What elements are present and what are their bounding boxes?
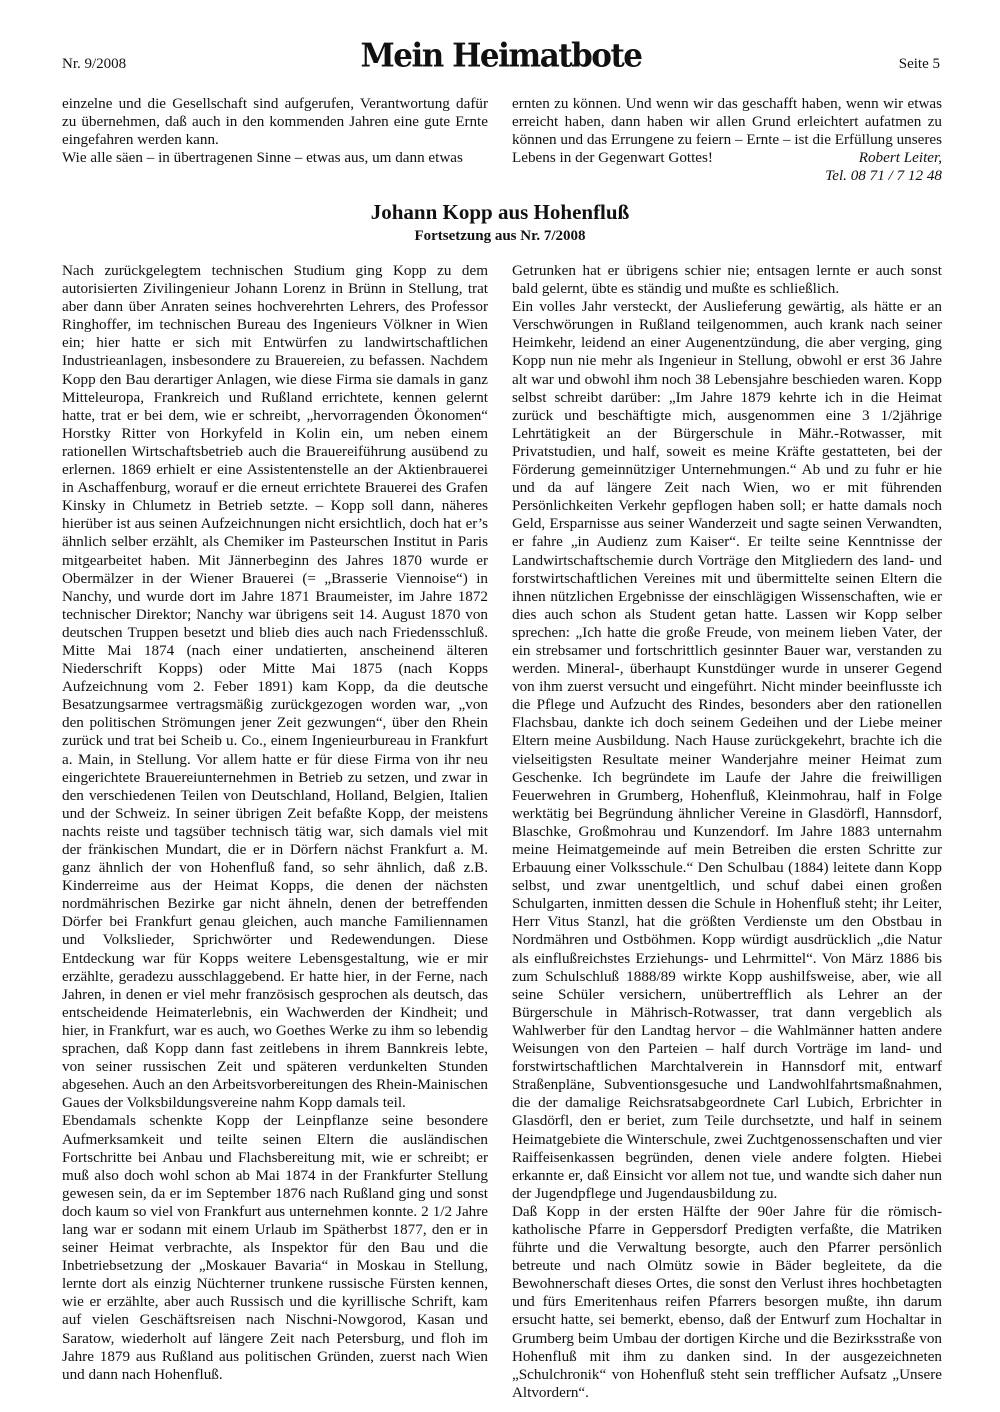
intro-paragraph: einzelne und die Gesellschaft sind aufgerufen, Verantwortung dafür zu übernehmen, daß auch in den kommenden Jahren eine gute Ernte eingefahren werden kann. (62, 95, 488, 149)
article-left-column (62, 262, 488, 1384)
intro-paragraph-end (512, 95, 942, 167)
page-number: Seite 5 (898, 56, 940, 72)
article-title: Johann Kopp aus Hohenfluß (370, 200, 630, 224)
intro-left-column (62, 95, 488, 167)
intro-paragraph: Wie alle säen – in übertragenen Sinne – etwas aus, um dann etwas (62, 149, 463, 167)
article-paragraph: Nach zurückgelegtem technischen Studium ging Kopp zu dem autorisierten Zivilingenieur Johann Lorenz in Brünn in Stellung, trat aber dann über Anraten seines hochverehrten Lehrers, des Professor Ringhoffer, im technischen Bureau des Ingenieurs Völkner in Wien ein; hier hatte er sich mit Entwürfen zu landwirtschaftlichen Industrieanlagen, insbesondere zu Brauereien, zu befassen. Nachdem Kopp den Bau derartiger Anlagen, wie diese Firma sie damals in ganz Mitteleuropa, Frankreich und Rußland errichtete, kennen gelernt hatte, trat er bei dem, wie er schreibt, „hervorragenden Ökonomen“ Horstky Ritter von Horkyfeld in Kolin ein, um neben einem rationellen Wirtschaftsbetrieb auch die Brauereiführung ausübend zu erlernen. 1869 erhielt er eine Assistentenstelle an der Aktienbrauerei in Aschaffenburg, worauf er die erneut errichtete Brauerei des Grafen Kinsky in Chlumetz in Betrieb setzte. – Kopp soll dann, näheres hierüber ist aus seinen Aufzeichnungen nicht ersichtlich, doch hat er’s ähnlich selber erzählt, als Chemiker im Pasteurschen Institut in Paris mitgearbeitet haben. Mit Jännerbeginn des Jahres 1870 wurde er Obermälzer in der Wiener Brauerei (= „Brasserie Viennoise“) in Nanchy, und wurde dort im Jahre 1871 Braumeister, im Jahre 1872 technischer Direktor; Nanchy war übrigens seit 14. August 1870 von deutschen Truppen besetzt und blieb dies auch nach Friedensschluß. Mitte Mai 1874 (nach einer undatierten, anscheinend älteren Niederschrift Kopps) oder Mitte Mai 1875 (nach Kopps Aufzeichnung vom 2. Feber 1891) kam Kopp, da die deutsche Besatzungsarmee vertragsmäßig zurückgezogen worden war, „von den politischen Strömungen jener Zeit gezwungen“, über den Rhein zurück und trat bei Scheib u. Co., einem Ingenieurbureau in Frankfurt a. Main, in Stellung. Vor allem hatte er für diese Firma von ihr neu eingerichtete Brauereiunternehmen in Betrieb zu setzen, und zwar in den verschiedenen Teilen von Deutschland, Holland, Belgien, Italien und der Schweiz. In seiner übrigen Zeit befaßte Kopp, der meistens nachts reiste und tagsüber technisch tätig war, sich damals viel mit der fränkischen Mundart, die er in Dörfern nächst Frankfurt a. M. ganz ähnlich der von Hohenfluß fand, so sehr ähnlich, daß z.B. Kinderreime aus der Heimat Kopps, die denen der nächsten nordmährischen Bezirke gar nicht ähneln, denen der betreffenden Dörfer bei Frankfurt genau gleichen, auch manche Familiennamen und Volkslieder, Sprichwörter und Redewendungen. Diese Entdeckung war für Kopps weitere Lebensgestaltung, wie er mir erzählte, geradezu ausschlaggebend. Er hatte hier, in der Ferne, nach Jahren, in denen er viel mehr französisch gesprochen als deutsch, das entscheidende Heimaterlebnis, ein Wachwerden der Kindheit; und hier, in Frankfurt, war es auch, wo Goethes Werke zu ihm so lebendig sprachen, daß Kopp dann fast zeitlebens in ihrem Bannkreis lebte, von seiner russischen Zeit und späteren verdunkelten Stunden abgesehen. Auch an den Arbeitsvorbereitungen des Rhein-Mainischen Gaues der Volksbildungsvereine nahm Kopp damals teil. (62, 262, 488, 1112)
article-paragraph: Ebendamals schenkte Kopp der Leinpflanze seine besondere Aufmerksamkeit und teilte seinen Eltern die ausländischen Fortschritte bei Anbau und Flachsbereitung mit, wie er schreibt; er muß also doch wohl schon ab Mai 1874 in der Frankfurter Stellung gewesen sein, da er im September 1876 nach Rußland ging und sonst doch kaum so viel von Frankfurt aus unternehmen konnte. 2 1/2 Jahre lang war er sodann mit einem Urlaub im Spätherbst 1877, den er in seiner Heimat verbrachte, als Inspektor für den Bau und die Inbetriebsetzung der „Moskauer Bavaria“ in Moskau in Stellung, lernte dort als einzig Nüchterner trunkene russische Fürsten kennen, wie er erzählte, aber auch Russisch und die kyrillische Schrift, kam auf vielen Geschäftsreisen nach Nischni-Nowgorod, Kasan und Saratow, wiederholt auf längere Zeit nach Petersburg, und floh im Jahre 1879 aus Rußland aus politischen Gründen, zuerst nach Wien und dann nach Hohenfluß. (62, 1112, 488, 1383)
article-paragraph: Getrunken hat er übrigens schier nie; entsagen lernte er auch sonst bald gelernt, übte es ständig und mußte es schließlich. (512, 262, 942, 298)
article-paragraph: Daß Kopp in der ersten Hälfte der 90er Jahre für die römisch-katholische Pfarre in Geppersdorf Predigten verfaßte, die Matriken führte und die Verwaltung besorgte, auch den Pfarrer persönlich betreute und nach Olmütz sowie in Bäder begleitete, da die Bewohnerschaft dieses Ortes, die sonst den Verlust ihres hochbetagten und fürs Emeritenhaus reifen Pfarrers besorgen mußte, ihn darum ersucht hatte, sei bemerkt, ebenso, daß der Entwurf zum Hochaltar in Grumberg beim Umbau der dortigen Kirche und die Bezirksstraße von Hohenfluß mit ihm zu danken sind. In der ausgezeichneten „Schulchronik“ von Hohenfluß steht sein trefflicher Aufsatz „Unsere Altvordern“. (512, 1202, 942, 1401)
author-phone: Tel. 08 71 / 7 12 48 (825, 167, 942, 185)
intro-right-column (512, 95, 942, 185)
article-paragraph: Ein volles Jahr versteckt, der Auslieferung gewärtig, als hätte er an Verschwörungen in Rußland teilgenommen, auch krank nach seiner Heimkehr, leidend an einer Augenentzündung, die aber verging, ging Kopp nun nie mehr als Ingenieur in Stellung, obwohl er erst 36 Jahre alt war und obwohl ihm noch 38 Lebensjahre beschieden waren. Kopp selbst schreibt darüber: „Im Jahre 1879 kehrte ich in die Heimat zurück und beschäftigte mich, ausgenommen eine 3 1/2jährige Lehrtätigkeit an der Bürgerschule in Mähr.-Rotwasser, mit Privatstudien, und half, soweit es meine Kräfte gestatteten, bei der Förderung gemeinnütziger Unternehmungen.“ Ab und zu fuhr er hie und da auf längere Zeit nach Wien, wo er mit führenden Persönlichkeiten Verkehr gepflogen haben soll; er hatte damals noch Geld, Ersparnisse aus seiner Wanderzeit und sagte seinen Verwandten, er fahre „in Audienz zum Kaiser“. Er teilte seine Kenntnisse der Landwirtschaftschemie durch Vorträge den Mitgliedern des land- und forstwirtschaftlichen Vereines mit und übermittelte seinen Eltern die ihnen nützlichen Ergebnisse der einschlägigen Wissenschaften, wie er dies auch schon als Student getan hatte. Lassen wir Kopp selber sprechen: „Ich hatte die große Freude, von meinem lieben Vater, der ein strebsamer und fortschrittlich gesinnter Bauer war, verstanden zu werden. Mineral-, überhaupt Kunstdünger wurde in unserer Gegend von ihm zuerst versucht und eingeführt. Nicht minder beeinflusste ich die Pflege und Aufzucht des Rindes, besonders aber den rationellen Flachsbau, dankte ich doch seinem Gedeihen und der Liebe meiner Eltern meine Ausbildung. Nach Hause zurückgekehrt, brachte ich die vielseitigsten Resultate meiner Wanderjahre meiner Heimat zum Geschenke. Ich begründete im Laufe der Jahre die freiwilligen Feuerwehren in Grumberg, Hohenfluß, Kleinmohrau, half in Folge werktätig bei Begründung ähnlicher Vereine in Glasdörfl, Hannsdorf, Blaschke, Großmohrau und Kunzendorf. Im Jahre 1883 unternahm meine Heimatgemeinde auf mein Betreiben die ersten Schritte zur Erbauung einer Volksschule.“ Den Schulbau (1884) leitete dann Kopp selbst, und zwar unentgeltlich, und schuf dabei einen großen Schulgarten, inmitten dessen die Schule in Hohenfluß steht; ihr Leiter, Herr Vitus Stanzl, hat die größten Verdienste um den Obstbau in Nordmähren und Ostböhmen. Kopp würdigt ausdrücklich „die Natur als einflußreichstes Erziehungs- und Lehrmittel“. Von März 1886 bis zum Schulschluß 1888/89 wirkte Kopp aushilfsweise, aber, wie all seine Schüler versichern, unübertrefflich als Lehrer an der Bürgerschule in Mährisch-Rotwasser, trat dann vergeblich als Wahlwerber für den Landtag hervor – die Wahlmänner hatten andere Weisungen von den Parteien – half durch Vorträge im land- und forstwirtschaftlichen Marchtalverein in Hannsdorf mit, entwarf Straßenpläne, Subventionsgesuche und Landwohlfahrtsmaßnahmen, die der damalige Reichsratsabgeordnete Carl Lubich, Erbrichter in Glasdörfl, den er beriet, zum Teile durchsetzte, und half in seinem Heimatgebiete die Winterschule, zwei Zuchtgenossenschaften und vier Raiffeisenkassen begründen, denen viele andere folgten. Hiebei erkannte er, daß Einsicht vor allem not tue, und wandte sich daher nun der Jugendpflege und Jugendausbildung zu. (512, 298, 942, 1202)
article-subtitle: Fortsetzung aus Nr. 7/2008 (414, 228, 586, 244)
masthead-logo: Mein Heimatbote (360, 37, 642, 75)
article-right-column (512, 262, 942, 1402)
intro-text: ernten zu können. Und wenn wir das geschafft haben, wenn wir etwas erreicht haben, dann haben wir allen Grund erleichtert aufatmen zu können und das Errungene zu feiern – Ernte – ist die Erfüllung unseres Lebens in der Gegenwart Gottes! (512, 95, 942, 167)
author-signature: Robert Leiter, (858, 149, 942, 167)
page-header (62, 30, 940, 80)
issue-number: Nr. 9/2008 (62, 56, 127, 72)
